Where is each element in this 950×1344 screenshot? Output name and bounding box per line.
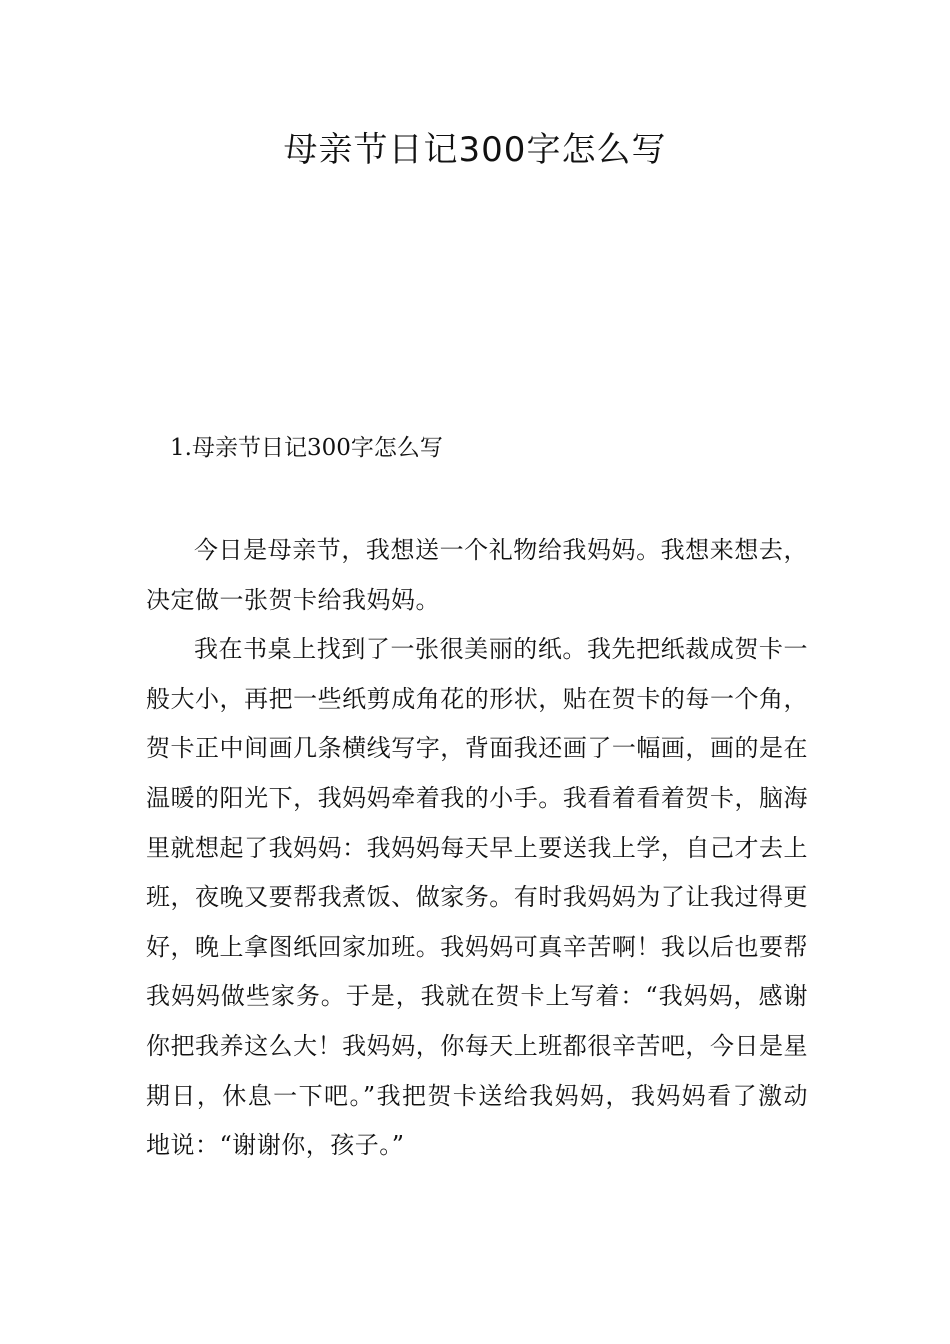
section-heading: 1.母亲节日记300字怎么写 xyxy=(170,435,443,461)
paragraph-2: 我在书桌上找到了一张很美丽的纸。我先把纸裁成贺卡一般大小，再把一些纸剪成角花的形状，贴在贺卡的每一个角，贺卡正中间画几条横线写字，背面我还画了一幅画，画的是在温暖的阳光下，我妈妈牵着我的小手。我看着看着贺卡，脑海里就想起了我妈妈：我妈妈每天早上要送我上学，自己才去上班，夜晚又要帮我煮饭、做家务。有时我妈妈为了让我过得更好，晚上拿图纸回家加班。我妈妈可真辛苦啊！我以后也要帮我妈妈做些家务。于是，我就在贺卡上写着：“我妈妈，感谢你把我养这么大！我妈妈，你每天上班都很辛苦吧，今日是星期日，休息一下吧。”我把贺卡送给我妈妈，我妈妈看了激动地说：“谢谢你，孩子。” xyxy=(146,635,808,1160)
page-title: 母亲节日记300字怎么写 xyxy=(283,130,667,170)
paragraph-1: 今日是母亲节，我想送一个礼物给我妈妈。我想来想去，决定做一张贺卡给我妈妈。 xyxy=(146,536,808,614)
body-text xyxy=(146,526,808,1171)
